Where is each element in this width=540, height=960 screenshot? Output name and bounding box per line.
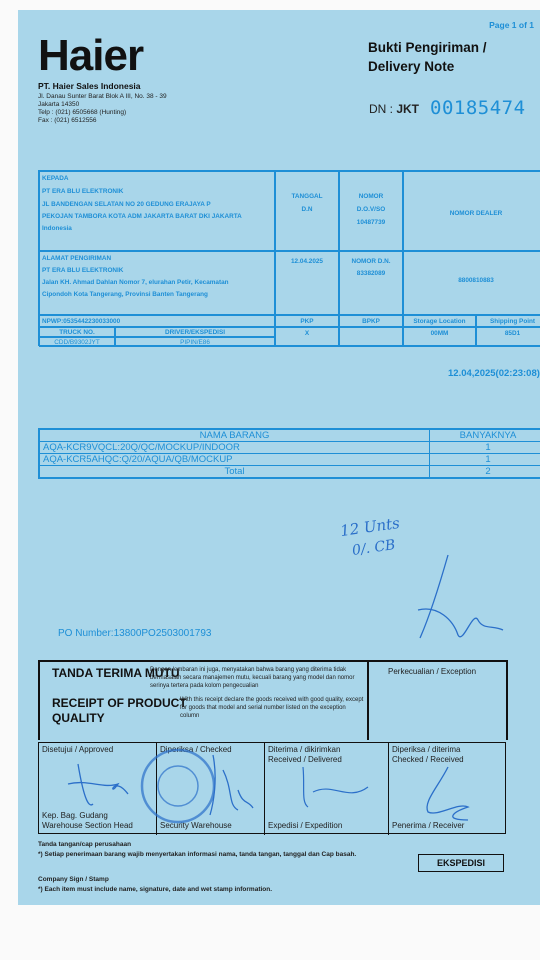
approved-role: Kep. Bag. Gudang	[42, 811, 108, 820]
address-line: Jakarta 14350	[38, 101, 80, 108]
shipping-point-value: 85D1	[476, 327, 540, 347]
approved-label: Disetujui / Approved	[42, 745, 114, 754]
table-row	[40, 454, 540, 466]
receiver-role: Penerima / Receiver	[392, 821, 465, 830]
receiver-label: Checked / Received	[392, 755, 464, 764]
recipient-label: KEPADA	[42, 175, 69, 182]
shipping-address-cell	[39, 251, 275, 315]
total-value: 2	[430, 466, 540, 478]
recipient-address: JL BANDENGAN SELATAN NO 20 GEDUNG ERAJAYA P	[42, 201, 211, 208]
total-row	[40, 466, 540, 478]
delivery-note-page	[18, 10, 540, 905]
driver-label: DRIVER/EKSPEDISI	[115, 327, 275, 337]
received-role: Expedisi / Expedition	[268, 821, 343, 830]
receipt-text-id: Dengan lembaran ini juga, menyatakan bahwa barang yang diterima tidak bermasalah secara manajemen mutu, kecuali barang yang model dan nomor serinya tertera pada kolom pengecualian	[150, 667, 355, 689]
received-label: Diterima / dikirimkan	[268, 745, 341, 754]
dealer-value-cell	[403, 251, 540, 315]
order-number-label: D.O.V/SO	[356, 206, 386, 213]
order-number-label: NOMOR	[358, 193, 384, 200]
footer-note	[38, 851, 356, 858]
total-label: Total	[40, 466, 430, 478]
dn-number-value: 83382089	[356, 270, 386, 277]
date-label: D.N	[301, 206, 313, 213]
pkp-label: PKP	[275, 315, 339, 327]
checked-role: Security Warehouse	[160, 821, 232, 830]
recipient-cell	[39, 171, 275, 251]
stamp-label-text: Company Sign / Stamp	[38, 876, 109, 883]
recipient-name: PT ERA BLU ELEKTRONIK	[42, 188, 124, 195]
title-line: Bukti Pengiriman /	[368, 40, 487, 55]
header-table	[38, 170, 540, 346]
exception-label: Perkecualian / Exception	[388, 667, 477, 676]
sign-label	[38, 841, 131, 848]
expedition-copy-label: EKSPEDISI	[418, 854, 504, 872]
recipient-address: PEKOJAN TAMBORA KOTA ADM JAKARTA BARAT DKI JAKARTA	[42, 213, 242, 220]
driver-value: PIPIN/E86	[115, 337, 275, 347]
dn-number-label: NOMOR D.N.	[351, 258, 391, 265]
receipt-text-en: With this receipt declare the goods received with good quality, except for goods that model and serial number listed on the exception column	[180, 697, 364, 719]
received-label: Received / Delivered	[268, 755, 342, 764]
title-line: Delivery Note	[368, 59, 455, 74]
checked-label: Diperiksa / Checked	[160, 745, 232, 754]
item-name-header: NAMA BARANG	[40, 430, 430, 442]
bpkp-value	[339, 327, 403, 347]
date-header-cell	[275, 171, 339, 251]
receipt-title-line: QUALITY	[52, 711, 105, 725]
bpkp-label: BPKP	[339, 315, 403, 327]
divider	[367, 660, 369, 740]
address-line: Telp : (021) 6505668 (Hunting)	[38, 109, 127, 116]
item-qty: 1	[430, 442, 540, 454]
truck-label: TRUCK NO.	[39, 327, 115, 337]
footer-note-text: *) Each item must include name, signature, date and wet stamp information.	[38, 886, 273, 893]
storage-label: Storage Location	[403, 315, 476, 327]
approved-role: Warehouse Section Head	[42, 821, 133, 830]
table-row	[40, 442, 540, 454]
receipt-title-id: TANDA TERIMA MUTU	[52, 666, 180, 680]
truck-value: CDD/B9302JYT	[39, 337, 115, 347]
footer-note-text: *) Setiap penerimaan barang wajib menyertakan informasi nama, tanda tangan, tanggal dan Cap basah.	[38, 851, 357, 858]
handwritten-note: 0/. CB	[351, 537, 397, 559]
shipping-name: PT ERA BLU ELEKTRONIK	[42, 267, 124, 274]
address-line: Fax : (021) 6512556	[38, 117, 97, 124]
receipt-title-line: RECEIPT OF PRODUCT	[52, 696, 187, 710]
item-qty-header: BANYAKNYA	[430, 430, 540, 442]
item-name: AQA-KCR9VQCL:20Q/QC/MOCKUP/INDOOR	[40, 442, 430, 454]
date-value: 12.04.2025	[291, 258, 323, 265]
dn-number-cell	[339, 251, 403, 315]
expedition-signature	[293, 762, 373, 812]
dealer-label: NOMOR DEALER	[449, 210, 503, 217]
receipt-title-en	[52, 696, 187, 726]
storage-value: 00MM	[403, 327, 476, 347]
date-value-cell	[275, 251, 339, 315]
document-title	[368, 38, 487, 76]
address-line: Jl. Danau Sunter Barat Blok A III, No. 38 - 39	[38, 93, 167, 100]
items-table	[38, 428, 540, 479]
pkp-value: X	[275, 327, 339, 347]
footer-note	[38, 886, 272, 893]
npwp-cell: NPWP:0535442230033000	[39, 315, 275, 327]
stamp-label	[38, 876, 109, 883]
company-address	[38, 93, 167, 125]
haier-logo: Haier	[38, 31, 144, 80]
dealer-value: 8800810883	[458, 277, 494, 284]
date-label: TANGGAL	[291, 193, 323, 200]
sign-label-text: Tanda tangan/cap perusahaan	[38, 841, 132, 848]
checker-signature	[198, 750, 258, 820]
dn-label-text: DN :	[369, 102, 393, 116]
shipping-point-label: Shipping Point	[476, 315, 540, 327]
item-qty: 1	[430, 454, 540, 466]
po-number: PO Number:13800PO2503001793	[58, 628, 212, 639]
dealer-header-cell	[403, 171, 540, 251]
recipient-address: Indonesia	[42, 225, 72, 232]
receiver-signature	[408, 762, 488, 822]
shipping-address: Jalan KH. Ahmad Dahlan Nomor 7, elurahan Petir, Kecamatan	[42, 279, 229, 286]
dn-number: 00185474	[430, 97, 526, 119]
shipping-address-label: ALAMAT PENGIRIMAN	[42, 255, 112, 262]
receiver-label: Diperiksa / diterima	[392, 745, 461, 754]
print-datetime: 12.04,2025(02:23:08)	[448, 368, 540, 379]
handwritten-note: 12 Unts	[339, 513, 401, 541]
shipping-address: Cipondoh Kota Tangerang, Provinsi Banten Tangerang	[42, 291, 208, 298]
company-name: PT. Haier Sales Indonesia	[38, 81, 141, 91]
handwritten-signature	[398, 550, 508, 650]
item-name: AQA-KCR5AHQC:Q/20/AQUA/QB/MOCKUP	[40, 454, 430, 466]
dn-label	[369, 102, 419, 116]
page-indicator: Page 1 of 1	[489, 20, 534, 30]
order-number-cell	[339, 171, 403, 251]
order-number-value: 10487739	[356, 219, 386, 226]
dn-prefix: JKT	[396, 102, 420, 116]
approval-signature	[58, 754, 138, 814]
